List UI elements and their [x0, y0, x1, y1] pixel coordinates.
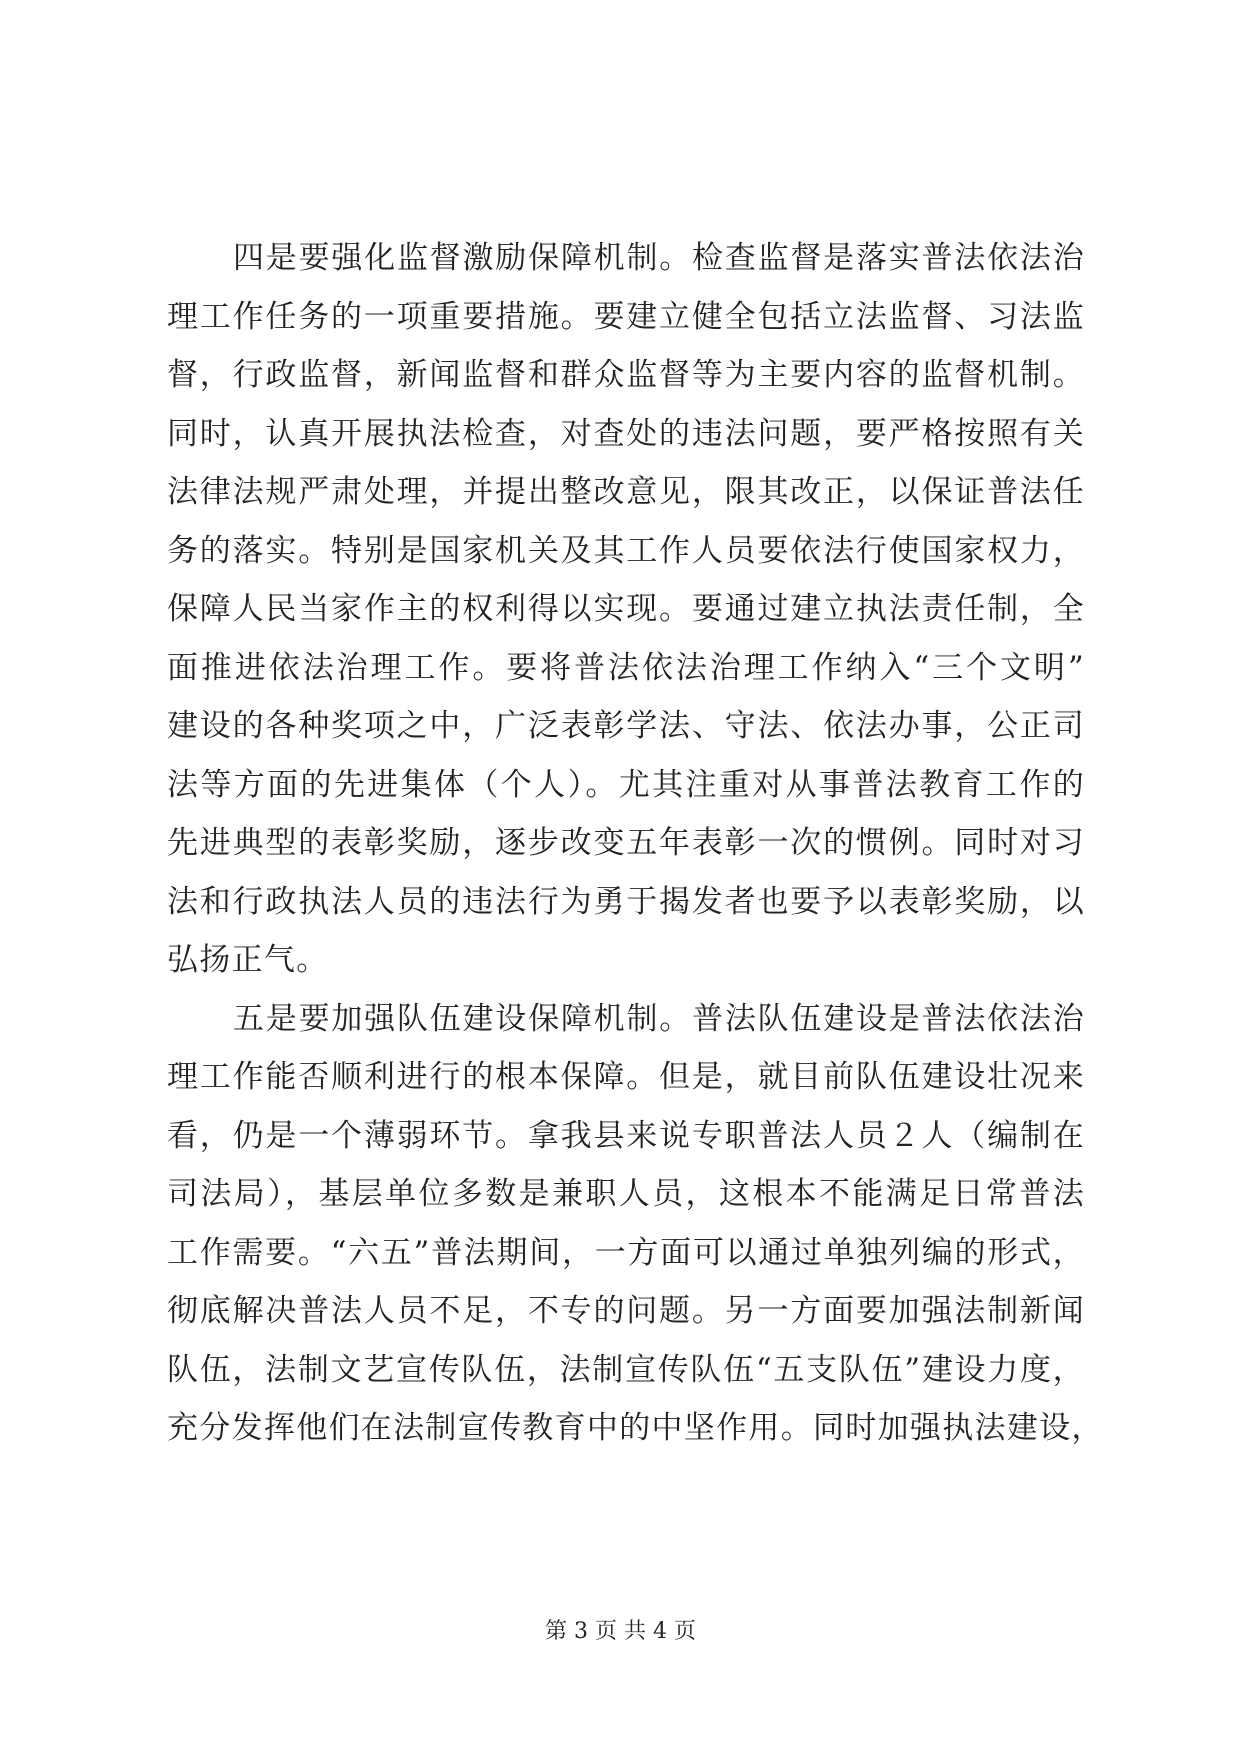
text-line: 保障人民当家作主的权利得以实现。要通过建立执法责任制，全	[167, 591, 1085, 627]
page-number-footer: 第 3 页 共 4 页	[545, 1619, 696, 1644]
text-line: 法律法规严肃处理，并提出整改意见，限其改正，以保证普法任	[167, 474, 1085, 510]
text-line: 队伍，法制文艺宣传队伍，法制宣传队伍“五支队伍”建设力度，	[167, 1351, 1085, 1388]
text-line: 弘扬正气。	[167, 942, 329, 978]
text-line: 法和行政执法人员的违法行为勇于揭发者也要予以表彰奖励，以	[167, 883, 1085, 920]
text-line: 工作需要。“六五”普法期间，一方面可以通过单独列编的形式，	[167, 1234, 1085, 1271]
text-line: 督，行政监督，新闻监督和群众监督等为主要内容的监督机制。	[167, 357, 1085, 393]
paragraph-team-building	[167, 990, 1104, 1458]
text-line: 五是要加强队伍建设保障机制。普法队伍建设是普法依法治	[233, 1000, 1085, 1037]
text-line: 面推进依法治理工作。要将普法依法治理工作纳入“三个文明”	[167, 649, 1085, 686]
text-line: 司法局），基层单位多数是兼职人员，这根本不能满足日常普法	[167, 1176, 1085, 1212]
text-line: 同时，认真开展执法检查，对查处的违法问题，要严格按照有关	[167, 415, 1085, 452]
text-line: 充分发挥他们在法制宣传教育中的中坚作用。同时加强执法建设，	[167, 1410, 1104, 1446]
paragraph-supervision	[167, 229, 1085, 990]
text-line: 看，仍是一个薄弱环节。拿我县来说专职普法人员２人（编制在	[167, 1117, 1085, 1154]
document-body	[167, 229, 1104, 1458]
text-line: 理工作能否顺利进行的根本保障。但是，就目前队伍建设壮况来	[167, 1059, 1085, 1095]
text-line: 理工作任务的一项重要措施。要建立健全包括立法监督、习法监	[167, 298, 1085, 335]
text-line: 法等方面的先进集体（个人）。尤其注重对从事普法教育工作的	[167, 766, 1085, 803]
text-line: 建设的各种奖项之中，广泛表彰学法、守法、依法办事，公正司	[167, 708, 1085, 744]
text-line: 先进典型的表彰奖励，逐步改变五年表彰一次的惯例。同时对习	[167, 825, 1085, 861]
text-line: 四是要强化监督激励保障机制。检查监督是落实普法依法治	[233, 240, 1085, 276]
text-line: 彻底解决普法人员不足，不专的问题。另一方面要加强法制新闻	[167, 1293, 1085, 1329]
text-line: 务的落实。特别是国家机关及其工作人员要依法行使国家权力，	[167, 532, 1085, 569]
